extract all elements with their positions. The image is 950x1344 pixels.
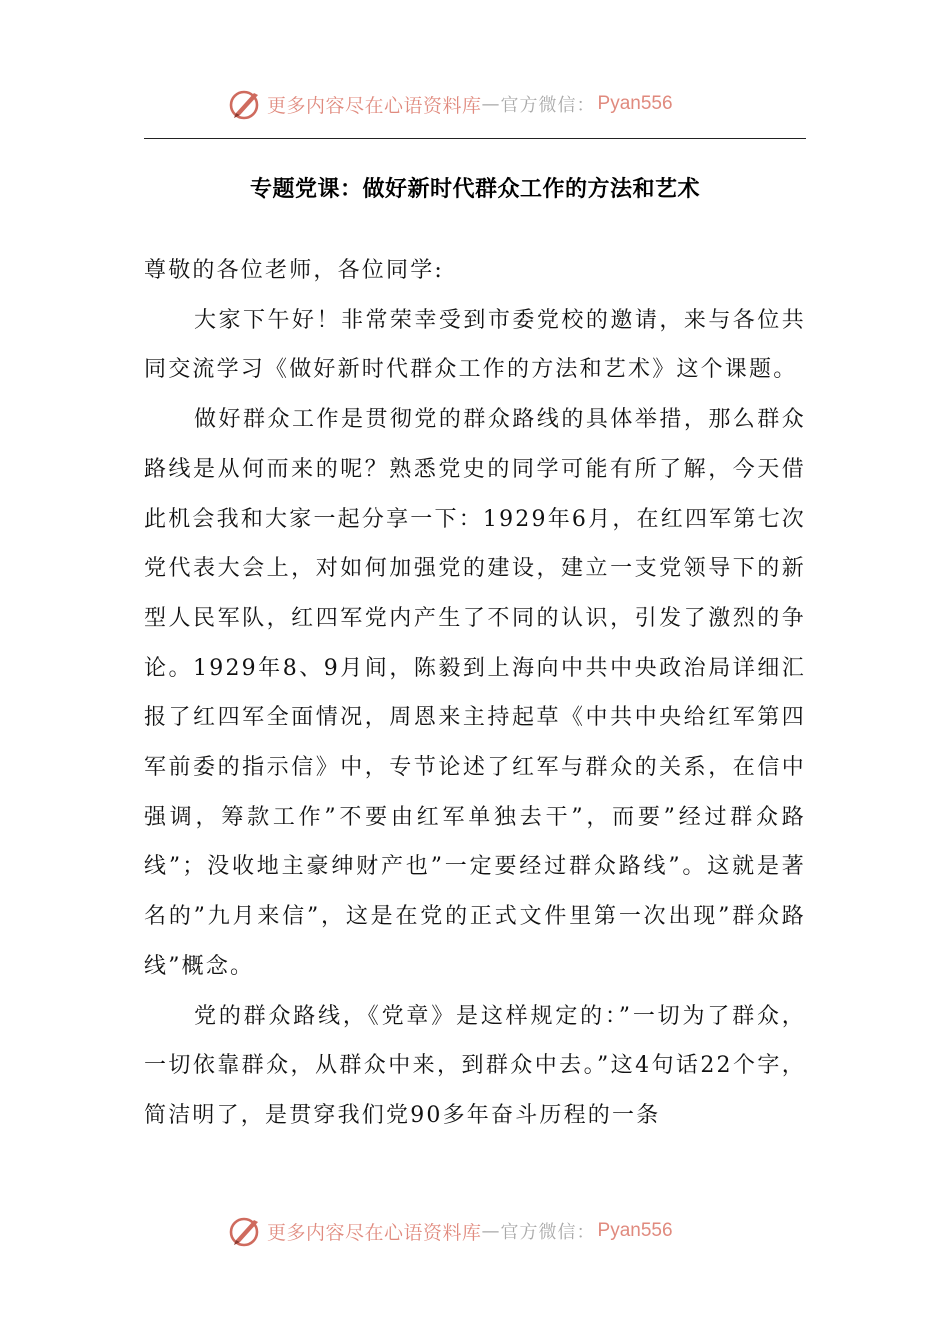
footer-source-text: 更多内容尽在心语资料库 xyxy=(267,1221,482,1244)
header-banner xyxy=(227,84,673,124)
footer-dash: — xyxy=(481,1220,501,1242)
footer-banner xyxy=(227,1211,673,1251)
header-official-label: 官方微信： xyxy=(500,95,596,116)
header-divider xyxy=(144,138,806,139)
footer-wechat-id: Pyan556 xyxy=(597,1220,673,1241)
pen-logo-icon xyxy=(227,86,263,122)
paragraph-1: 大家下午好！非常荣幸受到市委党校的邀请，来与各位共同交流学习《做好新时代群众工作的方法和艺术》这个课题。 xyxy=(144,307,806,383)
salutation: 尊敬的各位老师，各位同学: xyxy=(144,258,445,283)
document-body xyxy=(144,246,806,1141)
header-source-text: 更多内容尽在心语资料库 xyxy=(267,94,482,117)
paragraph-2: 做好群众工作是贯彻党的群众路线的具体举措，那么群众路线是从何而来的呢？熟悉党史的同学可能有所了解，今天借此机会我和大家一起分享一下：1929年6月，在红四军第七次党代表大会上，对如何加强党的建设，建立一支党领导下的新型人民军队，红四军党内产生了不同的认识，引发了激烈的争论。1929年8、9月间，陈毅到上海向中共中央政治局详细汇报了红四军全面情况，周恩来主持起草《中共中央给红军第四军前委的指示信》中，专节论述了红军与群众的关系，在信中强调，筹款工作”不要由红军单独去干”，而要”经过群众路线”；没收地主豪绅财产也”一定要经过群众路线”。这就是著名的”九月来信”，这是在党的正式文件里第一次出现”群众路线”概念。 xyxy=(144,407,806,979)
header-dash: — xyxy=(481,93,501,115)
paragraph-3: 党的群众路线，《党章》是这样规定的：”一切为了群众，一切依靠群众，从群众中来，到群众中去。”这4句话22个字，简洁明了，是贯穿我们党90多年奋斗历程的一条 xyxy=(144,1003,806,1128)
footer-official-label: 官方微信： xyxy=(500,1222,596,1243)
header-wechat-id: Pyan556 xyxy=(597,93,673,114)
pen-logo-icon xyxy=(227,1213,263,1249)
document-title: 专题党课：做好新时代群众工作的方法和艺术 xyxy=(249,176,700,202)
